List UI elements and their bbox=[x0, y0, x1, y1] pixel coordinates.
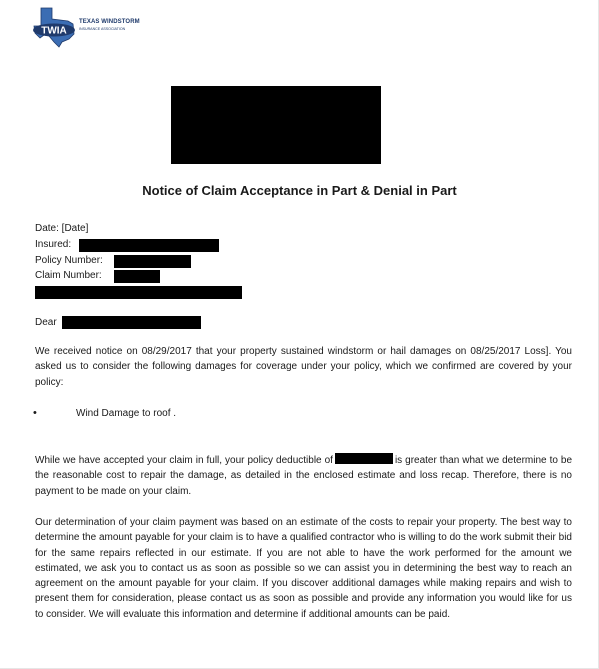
logo-badge-text: TWIA bbox=[41, 25, 67, 37]
redacted-policy-number bbox=[114, 255, 191, 268]
redacted-address-line bbox=[35, 286, 242, 299]
texas-shape-icon bbox=[32, 6, 78, 48]
logo-subname: INSURANCE ASSOCIATION bbox=[79, 27, 126, 31]
bullet-marker: • bbox=[33, 407, 37, 419]
paragraph-deductible bbox=[35, 453, 572, 499]
paragraph-determination: Our determination of your claim payment was based on an estimate of the costs to repair your property. The best way to determine the amount payable for your claim is to have a qualified contractor who is willing to do the work submit their bid for the same repairs reflected in our estimate. If you are not able to have the work performed for the amount we estimated, we ask you to contact us as soon as possible so we can assist you in determining the best way to reach an agreement on the amount payable for your claim. If you discover additional damages while making repairs and wish to present them for consideration, please contact us as soon as possible and provide any information you would like for us to consider. We will evaluate this information and determine if additional amounts can be paid. bbox=[35, 517, 572, 620]
bullet-item-wind-damage: Wind Damage to roof . bbox=[76, 408, 177, 419]
redacted-deductible-amount bbox=[335, 453, 393, 464]
insured-label: Insured: bbox=[35, 239, 72, 250]
paragraph-notice: We received notice on 08/29/2017 that your property sustained windstorm or hail damages on 08/25/2017 Loss]. You asked us to consider the following damages for coverage under your policy, which we confirmed are covered by your policy: bbox=[35, 346, 572, 388]
redacted-insured bbox=[79, 239, 219, 252]
redacted-address-block bbox=[171, 86, 381, 164]
policy-number-label: Policy Number: bbox=[35, 255, 103, 266]
date-line: Date: [Date] bbox=[35, 223, 89, 234]
logo-name: TEXAS WINDSTORM bbox=[79, 19, 140, 25]
paragraph-deductible-part1: While we have accepted your claim in full, your policy deductible of bbox=[35, 455, 333, 466]
claim-number-label: Claim Number: bbox=[35, 270, 102, 281]
redacted-recipient-name bbox=[62, 316, 201, 329]
redacted-claim-number bbox=[114, 270, 160, 283]
twia-logo bbox=[32, 6, 192, 48]
paragraph-deductible-part2: is greater than what we determine to be the reasonable cost to repair the damage, as detailed in the enclosed estimate and loss recap. Therefore, there is no payment to be made on your claim. bbox=[35, 455, 573, 497]
letter-title: Notice of Claim Acceptance in Part & Denial in Part bbox=[142, 183, 457, 198]
salutation: Dear bbox=[35, 317, 57, 328]
